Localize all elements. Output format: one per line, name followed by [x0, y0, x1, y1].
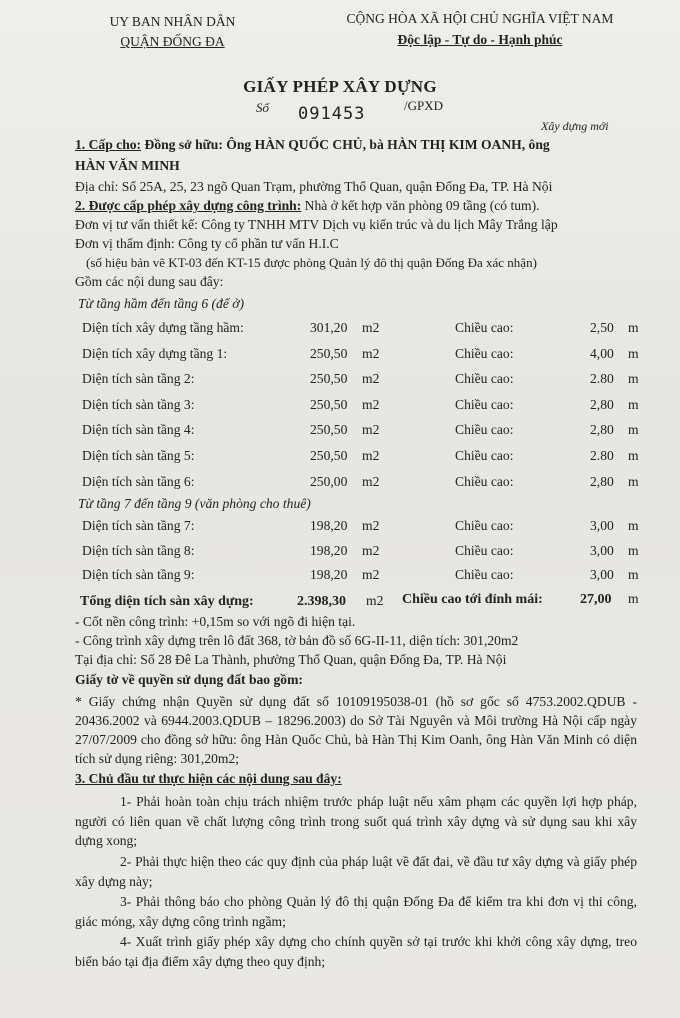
obligation-4: 4- Xuất trình giấy phép xây dựng cho chính quyền sở tại trước khi khởi công xây dựng, treo biển báo tại địa điểm xây dựng theo quy định; [75, 934, 637, 969]
land-certificate-text: * Giấy chứng nhận Quyền sử dụng đất số 10109195038-01 (hồ sơ gốc số 4753.2002.QDUB - 20436.2002 và 6944.2003.QDUB – 18296.2003) do Sở Tài Nguyên và Môi trường Hà Nội cấp ngày 27/07/2009 cho đồng sở hữu: ông Hàn Quốc Chủ, bà Hàn Thị Kim Oanh, ông Hàn Văn Minh có diện tích sử dụng riêng: 301,20m2; [75, 694, 637, 766]
floor-height-unit: m [628, 422, 639, 438]
floor-height-label: Chiều cao: [455, 542, 514, 558]
floor-area-unit: m2 [362, 518, 380, 533]
permit-number: 091453 [298, 104, 366, 124]
section-1-owners: Đồng sở hữu: Ông HÀN QUỐC CHỦ, bà HÀN THỊ KIM OANH, ông [144, 137, 550, 152]
group-office: Từ tầng 7 đến tầng 9 (văn phòng cho thuê) [78, 496, 311, 511]
floor-height: 2,80 [590, 396, 614, 412]
floor-height-label: Chiều cao: [455, 396, 514, 412]
construction-type: Xây dựng mới [541, 119, 609, 133]
total-area-unit: m2 [366, 593, 384, 608]
floor-area-unit: m2 [362, 567, 380, 582]
floor-label: Diện tích xây dựng tầng hầm: [82, 320, 244, 335]
floor-area: 250,50 [310, 345, 348, 361]
floor-height-unit: m [628, 473, 639, 489]
floor-area-unit: m2 [362, 371, 380, 387]
floor-label: Diện tích sàn tầng 8: [82, 542, 195, 558]
floor-level-note: - Cốt nền công trình: +0,15m so với ngõ đi hiện tại. [75, 614, 356, 629]
floor-height: 2,50 [590, 320, 614, 335]
floor-height-unit: m [628, 345, 639, 361]
floor-area: 198,20 [310, 542, 348, 558]
floor-area-unit: m2 [362, 542, 380, 558]
floor-height: 2.80 [590, 448, 614, 463]
section-1-address: Địa chỉ: Số 25A, 25, 23 ngõ Quan Trạm, phường Thổ Quan, quận Đống Đa, TP. Hà Nội [75, 179, 553, 194]
floor-height-unit: m [628, 396, 639, 412]
floor-height-label: Chiều cao: [455, 518, 514, 533]
section-3-heading: 3. Chủ đầu tư thực hiện các nội dung sau đây: [75, 771, 342, 786]
floor-height: 3,00 [590, 518, 614, 533]
floor-label: Diện tích sàn tầng 5: [82, 448, 195, 463]
contents-intro: Gồm các nội dung sau đây: [75, 274, 224, 289]
section-1-line [75, 137, 550, 154]
floor-height-label: Chiều cao: [455, 371, 514, 387]
floor-height: 2,80 [590, 473, 614, 489]
design-consultant: Đơn vị tư vấn thiết kế: Công ty TNHH MTV Dịch vụ kiến trúc và du lịch Mây Trắng lập [75, 217, 558, 232]
floor-label: Diện tích sàn tầng 7: [82, 518, 195, 533]
floor-height-label: Chiều cao: [455, 448, 514, 463]
plot-note: - Công trình xây dựng trên lô đất 368, tờ bản đồ số 6G-II-11, diện tích: 301,20m2 [75, 633, 519, 648]
floor-area: 198,20 [310, 518, 348, 533]
issuer-district: QUẬN ĐỐNG ĐA [120, 34, 225, 49]
document-title: GIẤY PHÉP XÂY DỰNG [243, 77, 437, 96]
floor-height-label: Chiều cao: [455, 567, 514, 582]
floor-height-label: Chiều cao: [455, 345, 514, 361]
issuer-name: UY BAN NHÂN DÂN [109, 14, 236, 29]
land-docs-heading: Giấy tờ về quyền sử dụng đất bao gồm: [75, 672, 303, 687]
floor-height: 3,00 [590, 542, 614, 558]
section-2-line [75, 198, 540, 215]
total-area-value: 2.398,30 [297, 594, 346, 609]
section-2-project: Nhà ở kết hợp văn phòng 09 tầng (có tum). [304, 198, 540, 213]
section-1-heading: 1. Cấp cho: [75, 137, 142, 152]
floor-height-unit: m [628, 320, 639, 335]
floor-label: Diện tích sàn tầng 4: [82, 422, 195, 438]
floor-area-unit: m2 [362, 320, 380, 335]
floor-label: Diện tích sàn tầng 2: [82, 371, 195, 387]
floor-height-unit: m [628, 518, 639, 533]
drawing-numbers: (số hiệu bản vẽ KT-03 đến KT-15 được phòng Quản lý đô thị quận Đống Đa xác nhận) [86, 255, 537, 270]
floor-label: Diện tích sàn tầng 6: [82, 473, 195, 489]
floor-label: Diện tích sàn tầng 9: [82, 567, 195, 582]
floor-height-label: Chiều cao: [455, 473, 514, 489]
floor-area: 250,50 [310, 448, 348, 463]
obligation-1: 1- Phải hoàn toàn chịu trách nhiệm trước pháp luật nếu xâm phạm các quyền lợi hợp pháp, người có liên quan về chất lượng công trình trong suốt quá trình xây dựng và sử dụng sau khi xây dựng xong; [75, 794, 637, 848]
floor-area: 250,00 [310, 473, 348, 489]
national-title: CỘNG HÒA XÃ HỘI CHỦ NGHĨA VIỆT NAM [346, 11, 614, 26]
group-residential: Từ tầng hầm đến tầng 6 (để ở) [78, 296, 245, 311]
obligation-2: 2- Phải thực hiện theo các quy định của pháp luật về đất đai, về đầu tư xây dựng và giấy phép xây dựng này; [75, 854, 637, 889]
floor-height: 2,80 [590, 422, 614, 438]
floor-label: Diện tích sàn tầng 3: [82, 396, 195, 412]
floor-area: 198,20 [310, 567, 348, 582]
floor-area: 250,50 [310, 422, 348, 438]
floor-area-unit: m2 [362, 473, 380, 489]
floor-height: 4,00 [590, 345, 614, 361]
floor-area-unit: m2 [362, 345, 380, 361]
national-motto: Độc lập - Tự do - Hạnh phúc [397, 32, 563, 47]
floor-area-unit: m2 [362, 448, 380, 463]
roof-height-label: Chiều cao tới đỉnh mái: [402, 592, 543, 607]
total-area-label: Tổng diện tích sàn xây dựng: [80, 594, 254, 609]
floor-height-label: Chiều cao: [455, 320, 514, 335]
floor-height-label: Chiều cao: [455, 422, 514, 438]
floor-area-unit: m2 [362, 422, 380, 438]
floor-height-unit: m [628, 567, 639, 582]
floor-height-unit: m [628, 542, 639, 558]
floor-height-unit: m [628, 448, 639, 463]
floor-area: 301,20 [310, 320, 348, 335]
floor-area-unit: m2 [362, 396, 380, 412]
appraisal-unit: Đơn vị thẩm định: Công ty cổ phần tư vấn H.I.C [75, 236, 339, 251]
section-1-owner-continued: HÀN VĂN MINH [75, 158, 180, 173]
floor-height-unit: m [628, 371, 639, 387]
floor-height: 3,00 [590, 567, 614, 582]
obligation-3: 3- Phải thông báo cho phòng Quản lý đô thị quận Đống Đa để kiểm tra khi đơn vị thi công, giác móng, xây dựng công trình ngầm; [75, 894, 637, 929]
floor-area: 250,50 [310, 396, 348, 412]
roof-height-value: 27,00 [580, 592, 612, 607]
site-address: Tại địa chỉ: Số 28 Đê La Thành, phường Thổ Quan, quận Đống Đa, TP. Hà Nội [75, 652, 507, 667]
floor-area: 250,50 [310, 371, 348, 387]
floor-label: Diện tích xây dựng tầng 1: [82, 345, 228, 361]
permit-number-suffix: /GPXD [404, 98, 444, 113]
section-2-heading: 2. Được cấp phép xây dựng công trình: [75, 198, 302, 213]
permit-number-prefix: Số [256, 100, 269, 115]
floor-height: 2.80 [590, 371, 614, 387]
roof-height-unit: m [628, 591, 639, 606]
